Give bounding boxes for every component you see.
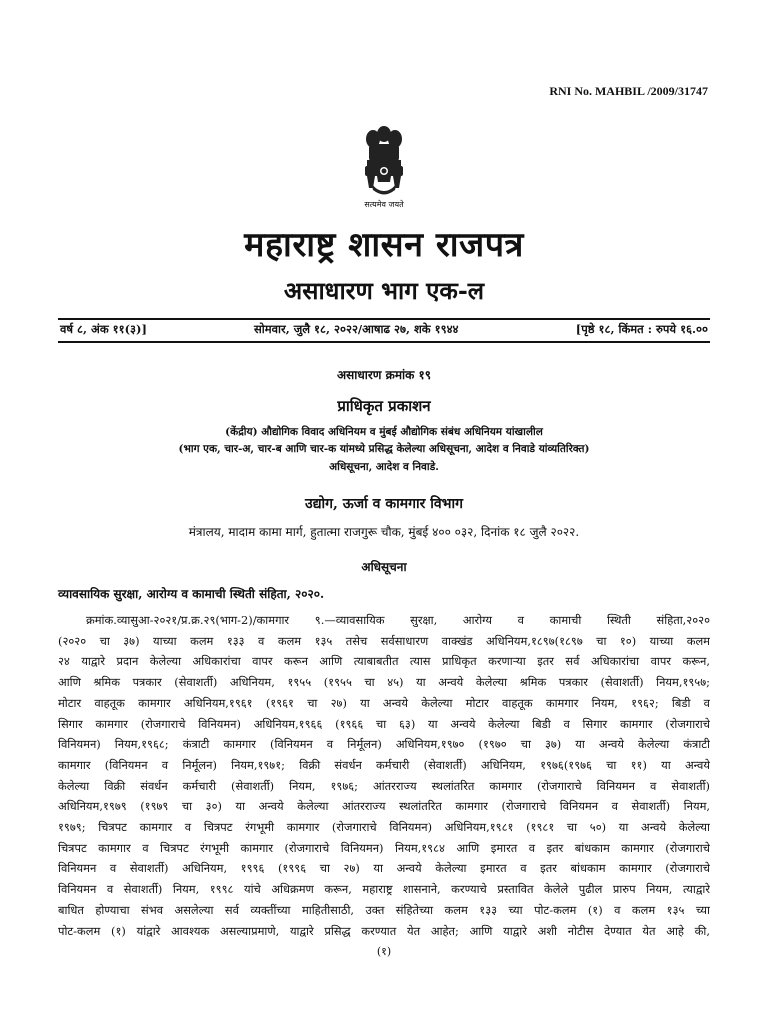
body-line: चित्रपट कामगार व चित्रपट रंगभूमी कामगार (रोजगाराचे विनियमन) नियम,१९८४ आणि इमारत व इतर बांधकाम कामगार (रोजगाराचे <box>58 840 710 855</box>
body-line: केलेल्या विक्री संवर्धन कर्मचारी (सेवाशर्ती) नियम, १९७६; आंतरराज्य स्थलांतरित कामगार (रोजगाराचे विनियमन व सेवाशर्ती) <box>58 778 710 793</box>
notification-heading: अधिसूचना <box>361 560 407 574</box>
page-number: (१) <box>376 945 392 958</box>
issue-meta-row <box>58 322 710 340</box>
body-line: मोटार वाहतूक कामगार अधिनियम,१९६१ (१९६१ चा २७) या अन्वये केलेल्या मोटार वाहतूक कामगार नियम, १९६२; बिडी व <box>58 695 710 710</box>
body-line: विनियमन व सेवाशर्ती) नियम, १९९८ यांचे अधिक्रमण करून, महाराष्ट्र शासनाने, करण्याचे प्रस्तावित केलेले पुढील प्रारुप नियम, त्याद्वारे <box>58 882 710 897</box>
body-line: विनियमन व सेवाशर्ती) अधिनियम, १९९६ (१९९६ चा २७) या अन्वये केलेल्या इमारत व इतर बांधकाम कामगार (रोजगाराचे <box>58 861 710 876</box>
state-emblem <box>344 124 424 210</box>
intro-line-2: (भाग एक, चार-अ, चार-ब आणि चार-क यांमध्ये प्रसिद्ध केलेल्या अधिसूचना, आदेश व निवाडे यांव्यतिरिक्त) <box>178 443 590 455</box>
code-title: व्यावसायिक सुरक्षा, आरोग्य व कामाची स्थिती संहिता, २०२०. <box>58 587 325 601</box>
body-line: पोट-कलम (१) यांद्वारे आवश्यक असल्याप्रमाणे, याद्वारे प्रसिद्ध करण्यात येत आहेत; आणि याद्वारे अशी नोटीस देण्यात येत आहे की, <box>58 923 710 938</box>
body-line: २४ याद्वारे प्रदान केलेल्या अधिकारांचा वापर करून आणि त्याबाबतीत त्यास प्राधिकृत करणाऱ्या इतर सर्व अधिकारांचा वापर करून, <box>58 654 710 669</box>
notification-body <box>58 610 710 941</box>
issue-volume: वर्ष ८, अंक ११(३)] <box>60 322 147 336</box>
intro-line-1: (केंद्रीय) औद्योगिक विवाद अधिनियम व मुंबई औद्योगिक संबंध अधिनियम यांखालील <box>225 426 543 438</box>
top-rule <box>58 318 710 320</box>
lion-capital-emblem-icon <box>357 124 411 198</box>
body-line: सिगार कामगार (रोजगाराचे विनियमन) अधिनियम,१९६६ (१९६६ चा ६३) या अन्वये केलेल्या बिडी व सिगार कामगार (रोजगाराचे <box>58 716 710 731</box>
emblem-motto: सत्यमेव जयते <box>364 200 404 209</box>
issue-date: सोमवार, जुलै १८, २०२२/आषाढ २७, शके १९४४ <box>254 322 459 336</box>
extraordinary-number: असाधारण क्रमांक १९ <box>336 368 431 382</box>
body-line: कामगार (विनियमन व निर्मूलन) नियम,१९७१; विक्री संवर्धन कर्मचारी (सेवाशर्ती) अधिनियम, १९७६(१९७६ चा ११) या अन्वये <box>58 757 710 772</box>
department-address: मंत्रालय, मादाम कामा मार्ग, हुतात्मा राजगुरू चौक, मुंबई ४०० ०३२, दिनांक १८ जुलै २०२२. <box>188 525 580 539</box>
issue-pages-price: [पृष्ठे १८, किंमत : रुपये १६.०० <box>575 322 708 336</box>
body-line: विनियमन) नियम,१९६८; कंत्राटी कामगार (विनियमन व निर्मूलन) अधिनियम,१९७० (१९७० चा ३७) या अन्वये केलेल्या कंत्राटी <box>58 737 710 752</box>
body-line: क्रमांक.व्यासुआ-२०२१/प्र.क्र.२९(भाग-2)/कामगार ९.—व्यावसायिक सुरक्षा, आरोग्य व कामाची स्थिती संहिता,२०२० <box>86 613 710 627</box>
body-line: (२०२० चा ३७) याच्या कलम १३३ व कलम १३५ तसेच सर्वसाधारण वाक्खंड अधिनियम,१८९७(१८९७ चा १०) याच्या कलम <box>58 633 710 648</box>
rni-number: RNI No. MAHBIL /2009/31747 <box>549 84 708 98</box>
body-line: बाधित होण्याचा संभव असलेल्या सर्व व्यक्तींच्या माहितीसाठी, उक्त संहितेच्या कलम १३३ च्या पोट-कलम (१) व कलम १३५ च्या <box>58 902 710 917</box>
body-line: अधिनियम,१९७९ (१९७९ चा ३०) या अन्वये केलेल्या आंतरराज्य स्थलांतरित कामगार (रोजगाराचे विनियमन व सेवाशर्ती) नियम, <box>58 799 710 814</box>
body-line: १९७९; चित्रपट कामगार व चित्रपट रंगभूमी कामगार (रोजगाराचे विनियमन) अधिनियम,१९८१ (१९८१ चा ५०) या अन्वये केलेल्या <box>58 820 710 835</box>
gazette-subtitle: असाधारण भाग एक-ल <box>283 276 485 305</box>
intro-line-3: अधिसूचना, आदेश व निवाडे. <box>329 461 439 473</box>
department-heading: उद्योग, ऊर्जा व कामगार विभाग <box>305 496 463 512</box>
gazette-title: महाराष्ट्र शासन राजपत्र <box>244 225 524 265</box>
body-line: आणि श्रमिक पत्रकार (सेवाशर्ती) अधिनियम, १९५५ (१९५५ चा ४५) या अन्वये केलेल्या श्रमिक पत्रकार (सेवाशर्ती) नियम,१९५७; <box>58 675 710 690</box>
authorized-publication-heading: प्राधिकृत प्रकाशन <box>337 397 431 415</box>
bottom-rule <box>58 341 710 343</box>
